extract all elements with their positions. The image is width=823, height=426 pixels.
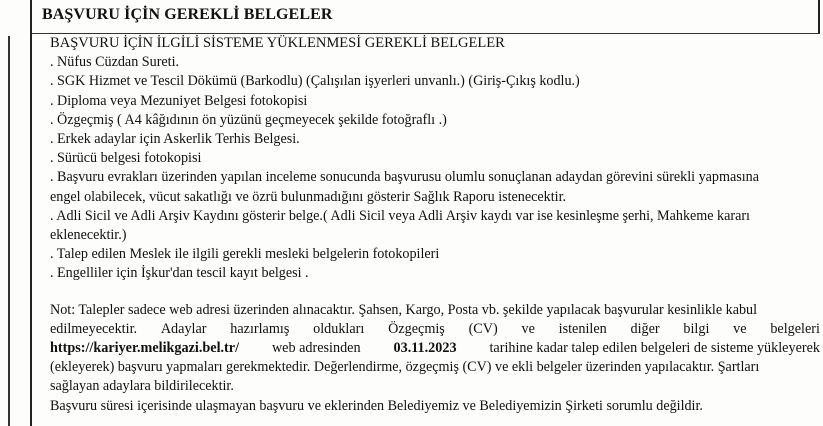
note-word: diğer <box>630 320 660 337</box>
list-item: . Sürücü belgesi fotokopisi <box>50 150 202 167</box>
note-word: istenilen <box>558 320 607 337</box>
note-line-4: (ekleyerek) başvuru yapmaları gerekmektedir. Değerlendirme, özgeçmiş (CV) ve ekli belgeler üzerinden yapılacaktır. Şartları <box>50 359 760 376</box>
note-word: Adaylar <box>160 320 207 337</box>
note-line-5: sağlayan adaylara bildirilecektir. <box>50 378 234 395</box>
note-word: (CV) <box>468 320 498 337</box>
section-subtitle: BAŞVURU İÇİN İLGİLİ SİSTEME YÜKLENMESİ GEREKLİ BELGELER <box>50 35 505 51</box>
note-line-2 <box>50 320 820 339</box>
note-word: Özgeçmiş <box>388 320 445 337</box>
list-item: . Özgeçmiş ( A4 kâğıdının ön yüzünü geçmeyecek şekilde fotoğraflı .) <box>50 111 447 128</box>
note-text: web adresinden <box>271 340 361 357</box>
note-word: bilgi <box>683 320 710 337</box>
table-inner-border <box>8 36 10 426</box>
note-word: hazırlamış <box>230 320 290 337</box>
criminal-record-line-1: . Adli Sicil ve Adli Arşiv Kaydını gösterir belge.( Adli Sicil veya Adli Arşiv kaydı var ise kesinleşme şerhi, Mahkeme kararı <box>50 207 750 224</box>
list-item: . Talep edilen Meslek ile ilgili gerekli mesleki belgelerin fotokopileri <box>50 246 440 263</box>
note-line-3 <box>50 339 820 358</box>
health-report-line-2: engel olabilecek, vücut sakatlığı ve özrü bulunmadığını gösterir Sağlık Raporu istenecektir. <box>50 188 567 205</box>
note-text: tarihine kadar talep edilen belgeleri de sisteme yükleyerek <box>489 340 820 357</box>
note-word: edilmeyecektir. <box>50 320 138 337</box>
list-item: . Erkek adaylar için Askerlik Terhis Belgesi. <box>50 131 300 148</box>
section-header-title: BAŞVURU İÇİN GEREKLİ BELGELER <box>42 6 333 23</box>
health-report-line-1: . Başvuru evrakları üzerinden yapılan inceleme sonucunda başvurusu olumlu sonuçlanan adaydan görevini sürekli yapmasına <box>50 169 759 186</box>
note-word: ve <box>733 320 747 337</box>
header-row <box>30 0 820 34</box>
spacer <box>50 284 820 301</box>
note-line-6: Başvuru süresi içerisinde ulaşmayan başvuru ve eklerinden Belediyemiz ve Belediyemizin Şirketi sorumlu değildir. <box>50 397 703 414</box>
application-url: https://kariyer.melikgazi.bel.tr/ <box>50 340 240 357</box>
list-item: . Nüfus Cüzdan Sureti. <box>50 54 180 71</box>
note-word: belgeleri <box>770 320 820 337</box>
note-word: ve <box>521 320 535 337</box>
list-item: . Diploma veya Mezuniyet Belgesi fotokopisi <box>50 92 308 109</box>
list-item: . Engelliler için İşkur'dan tescil kayıt belgesi . <box>50 265 309 282</box>
note-line-1: Not: Talepler sadece web adresi üzerinden alınacaktır. Şahsen, Kargo, Posta vb. şekilde yapılacak başvurular kesinlikle kabul <box>50 301 758 318</box>
list-item: . SGK Hizmet ve Tescil Dökümü (Barkodlu) (Çalışılan işyerleri unvanlı.) (Giriş-Çıkış kodlu.) <box>50 73 580 90</box>
deadline-date: 03.11.2023 <box>393 340 457 357</box>
requirements-content <box>50 34 820 416</box>
criminal-record-line-2: eklenecektir.) <box>50 227 127 244</box>
note-word: oldukları <box>313 320 365 337</box>
